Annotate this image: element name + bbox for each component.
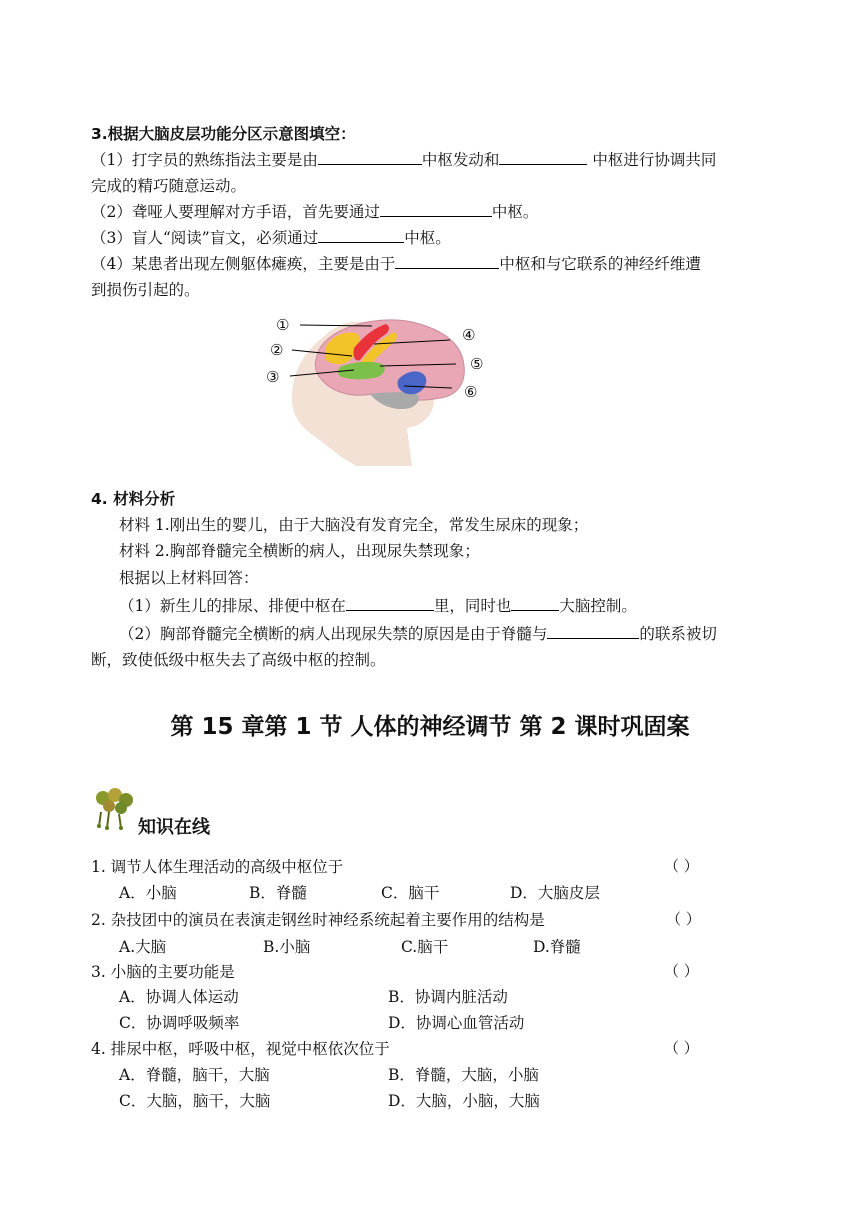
- mcq-stem-1: 1. 调节人体生理活动的高级中枢位于: [91, 858, 344, 876]
- material-1: 材料 1.刚出生的婴儿，由于大脑没有发育完全，常发生尿床的现象；: [119, 516, 589, 534]
- mcq-option[interactable]: D．协调心血管活动: [388, 1014, 525, 1032]
- plant-icon: [91, 786, 137, 832]
- mcq-option[interactable]: D．大脑皮层: [510, 884, 600, 902]
- q4-a1a: （1）新生儿的排尿、排便中枢在: [119, 597, 346, 615]
- mcq-stem-4: 4. 排尿中枢，呼吸中枢，视觉中枢依次位于: [91, 1040, 390, 1058]
- mcq-option[interactable]: C．协调呼吸频率: [119, 1014, 240, 1032]
- answer-blank[interactable]: [511, 594, 559, 611]
- mcq-option[interactable]: B．脊髓: [249, 884, 307, 902]
- answer-blank[interactable]: [380, 200, 492, 217]
- label-1: ①: [276, 316, 290, 334]
- mcq-stem-3: 3. 小脑的主要功能是: [91, 963, 235, 981]
- q3-p4c: 到损伤引起的。: [91, 281, 200, 299]
- answer-blank[interactable]: [395, 252, 499, 269]
- q3-p1c: 中枢进行协调共同: [587, 151, 717, 169]
- mcq-option[interactable]: A．协调人体运动: [119, 988, 239, 1006]
- q3-part1: [91, 148, 716, 172]
- q3-p4a: （4）某患者出现左侧躯体瘫痪，主要是由于: [91, 255, 396, 273]
- label-4: ④: [462, 326, 476, 344]
- answer-blank[interactable]: [318, 226, 404, 243]
- answer-blank[interactable]: [547, 622, 639, 639]
- section-title: 第 15 章第 1 节 人体的神经调节 第 2 课时巩固案: [170, 714, 690, 740]
- label-5: ⑤: [470, 355, 484, 373]
- q3-p3a: （3）盲人“阅读”盲文，必须通过: [91, 229, 319, 247]
- section-heading: 知识在线: [138, 817, 210, 838]
- q4-a2c: 断，致使低级中枢失去了高级中枢的控制。: [91, 651, 386, 669]
- answer-blank[interactable]: [318, 148, 422, 165]
- mcq-option[interactable]: C．大脑，脑干，大脑: [119, 1092, 271, 1110]
- answer-blank[interactable]: [499, 148, 587, 165]
- q3-p1b: 中枢发动和: [421, 151, 500, 169]
- q4-a2b: 的联系被切: [639, 625, 717, 643]
- mcq-stem-2: 2. 杂技团中的演员在表演走钢丝时神经系统起着主要作用的结构是: [91, 911, 545, 929]
- q4-a2a: （2）胸部脊髓完全横断的病人出现尿失禁的原因是由于脊髓与: [119, 625, 548, 643]
- answer-parentheses[interactable]: （ ）: [664, 1039, 699, 1057]
- q3-p2b: 中枢。: [491, 203, 539, 221]
- mcq-option[interactable]: B.小脑: [263, 938, 311, 956]
- mcq-option[interactable]: C.脑干: [401, 938, 449, 956]
- q4-answer-1: [119, 594, 637, 618]
- q3-p1a: （1）打字员的熟练指法主要是由: [91, 151, 318, 169]
- q3-part4: [91, 252, 701, 276]
- answer-parentheses[interactable]: （ ）: [664, 857, 699, 875]
- mcq-option[interactable]: A．小脑: [119, 884, 177, 902]
- label-3: ③: [266, 368, 280, 386]
- mcq-option[interactable]: D．大脑，小脑，大脑: [388, 1092, 540, 1110]
- q4-a1c: 大脑控制。: [559, 597, 637, 615]
- mcq-option[interactable]: A．脊髓，脑干，大脑: [119, 1066, 270, 1084]
- brain-diagram: [262, 308, 522, 468]
- material-2: 材料 2.胸部脊髓完全横断的病人，出现尿失禁现象；: [119, 542, 480, 560]
- answer-blank[interactable]: [346, 594, 434, 611]
- label-2: ②: [270, 341, 284, 359]
- q3-p4b: 中枢和与它联系的神经纤维遭: [499, 255, 701, 273]
- q4-answer-2: [119, 622, 717, 646]
- q3-part3: [91, 226, 451, 250]
- brain-figure: [262, 308, 522, 468]
- mcq-option[interactable]: B．协调内脏活动: [388, 988, 508, 1006]
- q3-part2: [91, 200, 538, 224]
- q4-a1b: 里，同时也: [433, 597, 512, 615]
- mcq-option[interactable]: D.脊髓: [533, 938, 581, 956]
- q3-p2a: （2）聋哑人要理解对方手语，首先要通过: [91, 203, 380, 221]
- answer-parentheses[interactable]: （ ）: [666, 910, 701, 928]
- mcq-option[interactable]: A.大脑: [119, 938, 167, 956]
- label-6: ⑥: [464, 383, 478, 401]
- q3-title: 3.根据大脑皮层功能分区示意图填空：: [91, 125, 356, 143]
- material-prompt: 根据以上材料回答：: [119, 569, 259, 587]
- q4-title: 4. 材料分析: [91, 490, 176, 508]
- mcq-option[interactable]: B．脊髓，大脑，小脑: [388, 1066, 539, 1084]
- q3-p3b: 中枢。: [404, 229, 451, 247]
- q3-p1d: 完成的精巧随意运动。: [91, 177, 247, 195]
- answer-parentheses[interactable]: （ ）: [664, 962, 699, 980]
- mcq-option[interactable]: C．脑干: [381, 884, 440, 902]
